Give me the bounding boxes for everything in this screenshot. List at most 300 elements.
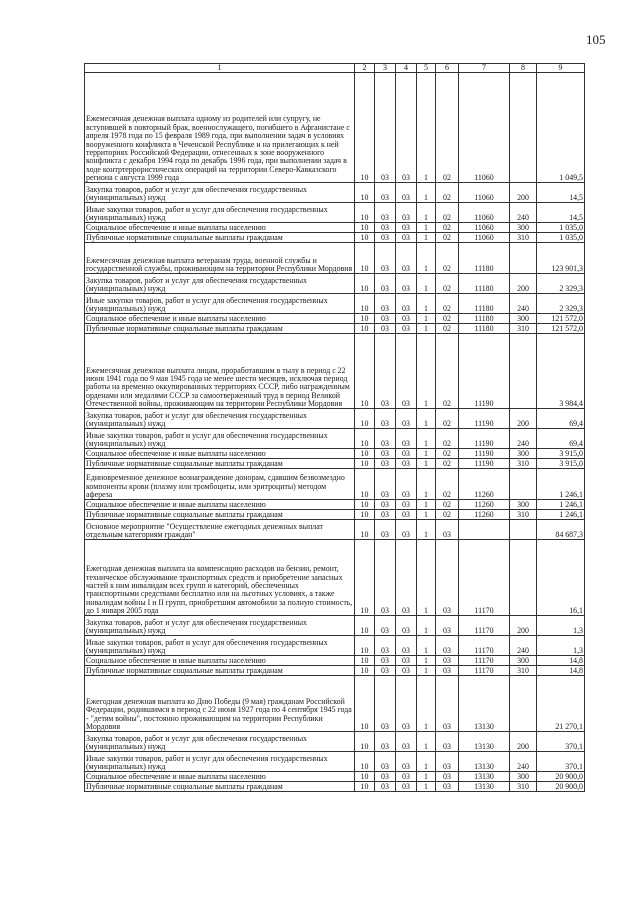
program-code-cell: 03 bbox=[396, 314, 417, 324]
program-code-cell: 03 bbox=[396, 782, 417, 792]
subprogram-code-cell: 1 bbox=[417, 459, 436, 469]
event-code-cell: 03 bbox=[436, 656, 459, 666]
expense-type-code-cell: 240 bbox=[510, 294, 537, 314]
row-description: Публичные нормативные социальные выплаты гражданам bbox=[85, 233, 355, 243]
subprogram-code-cell: 1 bbox=[417, 73, 436, 183]
table-row bbox=[85, 636, 585, 656]
program-code-cell: 03 bbox=[396, 429, 417, 449]
subsection-code-cell: 03 bbox=[375, 732, 396, 752]
row-description: Социальное обеспечение и иные выплаты населению bbox=[85, 500, 355, 510]
subsection-code-cell: 03 bbox=[375, 233, 396, 243]
target-item-code-cell bbox=[459, 520, 510, 540]
subprogram-code-cell: 1 bbox=[417, 616, 436, 636]
target-item-code-cell: 11180 bbox=[459, 243, 510, 274]
expense-type-code-cell: 310 bbox=[510, 666, 537, 676]
amount-cell: 16,1 bbox=[537, 540, 585, 616]
program-code-cell: 03 bbox=[396, 540, 417, 616]
expense-type-code-cell: 310 bbox=[510, 782, 537, 792]
section-code-cell: 10 bbox=[355, 429, 375, 449]
program-code-cell: 03 bbox=[396, 616, 417, 636]
table-row bbox=[85, 469, 585, 500]
event-code-cell: 03 bbox=[436, 520, 459, 540]
column-header: 8 bbox=[510, 64, 537, 73]
subsection-code-cell: 03 bbox=[375, 183, 396, 203]
event-code-cell: 03 bbox=[436, 772, 459, 782]
row-description: Закупка товаров, работ и услуг для обеспечения государственных (муниципальных) нужд bbox=[85, 409, 355, 429]
row-description: Ежемесячная денежная выплата одному из родителей или супругу, не вступившей в повторный брак, военнослужащего, погибшего в Афганистане с апреля 1978 года по 15 февраля 1989 года, при выполнении задач в условиях вооруженного конфликта в Чеченской Республике и на прилегающих к ней территориях Российской Федерации, отнесенных к зоне вооруженного конфликта с декабря 1994 года по декабрь 1996 года, при выполнении задач в ходе контртеррористических операций на территории Северо-Кавказского региона с августа 1999 года bbox=[85, 73, 355, 183]
program-code-cell: 03 bbox=[396, 520, 417, 540]
amount-cell: 2 329,3 bbox=[537, 274, 585, 294]
event-code-cell: 03 bbox=[436, 732, 459, 752]
subprogram-code-cell: 1 bbox=[417, 314, 436, 324]
event-code-cell: 02 bbox=[436, 459, 459, 469]
program-code-cell: 03 bbox=[396, 274, 417, 294]
subprogram-code-cell: 1 bbox=[417, 666, 436, 676]
table-row bbox=[85, 409, 585, 429]
event-code-cell: 03 bbox=[436, 666, 459, 676]
subsection-code-cell: 03 bbox=[375, 782, 396, 792]
event-code-cell: 02 bbox=[436, 73, 459, 183]
subprogram-code-cell: 1 bbox=[417, 732, 436, 752]
target-item-code-cell: 11170 bbox=[459, 656, 510, 666]
target-item-code-cell: 13130 bbox=[459, 676, 510, 732]
section-code-cell: 10 bbox=[355, 324, 375, 334]
table-row bbox=[85, 752, 585, 772]
program-code-cell: 03 bbox=[396, 772, 417, 782]
event-code-cell: 03 bbox=[436, 752, 459, 772]
subsection-code-cell: 03 bbox=[375, 274, 396, 294]
subsection-code-cell: 03 bbox=[375, 500, 396, 510]
program-code-cell: 03 bbox=[396, 203, 417, 223]
target-item-code-cell: 11190 bbox=[459, 449, 510, 459]
program-code-cell: 03 bbox=[396, 732, 417, 752]
expense-type-code-cell: 300 bbox=[510, 772, 537, 782]
row-description: Публичные нормативные социальные выплаты гражданам bbox=[85, 510, 355, 520]
amount-cell: 3 915,0 bbox=[537, 459, 585, 469]
table-row bbox=[85, 294, 585, 314]
section-code-cell: 10 bbox=[355, 772, 375, 782]
subprogram-code-cell: 1 bbox=[417, 656, 436, 666]
target-item-code-cell: 11190 bbox=[459, 429, 510, 449]
event-code-cell: 02 bbox=[436, 324, 459, 334]
subsection-code-cell: 03 bbox=[375, 656, 396, 666]
row-description: Ежемесячная денежная выплата ветеранам труда, военной службы и государственной службы, проживающим на территории Республики Мордовия bbox=[85, 243, 355, 274]
program-code-cell: 03 bbox=[396, 243, 417, 274]
event-code-cell: 02 bbox=[436, 409, 459, 429]
row-description: Закупка товаров, работ и услуг для обеспечения государственных (муниципальных) нужд bbox=[85, 183, 355, 203]
expense-type-code-cell: 300 bbox=[510, 223, 537, 233]
target-item-code-cell: 11060 bbox=[459, 203, 510, 223]
target-item-code-cell: 11170 bbox=[459, 666, 510, 676]
target-item-code-cell: 11060 bbox=[459, 73, 510, 183]
column-header: 3 bbox=[375, 64, 396, 73]
amount-cell: 1,3 bbox=[537, 616, 585, 636]
amount-cell: 3 984,4 bbox=[537, 334, 585, 409]
subprogram-code-cell: 1 bbox=[417, 243, 436, 274]
subprogram-code-cell: 1 bbox=[417, 636, 436, 656]
amount-cell: 1 035,0 bbox=[537, 223, 585, 233]
target-item-code-cell: 11170 bbox=[459, 616, 510, 636]
subsection-code-cell: 03 bbox=[375, 666, 396, 676]
expense-type-code-cell: 240 bbox=[510, 636, 537, 656]
row-description: Единовременное денежное вознаграждение донорам, сдавшим безвозмездно компоненты крови (плазму или тромбоциты, или эритроциты) методом афереза bbox=[85, 469, 355, 500]
target-item-code-cell: 11190 bbox=[459, 334, 510, 409]
row-description: Иные закупки товаров, работ и услуг для обеспечения государственных (муниципальных) нужд bbox=[85, 294, 355, 314]
section-code-cell: 10 bbox=[355, 500, 375, 510]
subprogram-code-cell: 1 bbox=[417, 469, 436, 500]
subprogram-code-cell: 1 bbox=[417, 183, 436, 203]
subprogram-code-cell: 1 bbox=[417, 274, 436, 294]
program-code-cell: 03 bbox=[396, 223, 417, 233]
section-code-cell: 10 bbox=[355, 510, 375, 520]
program-code-cell: 03 bbox=[396, 656, 417, 666]
program-code-cell: 03 bbox=[396, 459, 417, 469]
expense-type-code-cell: 200 bbox=[510, 274, 537, 294]
row-description: Основное мероприятие "Осуществление ежегодных денежных выплат отдельным категориям граждан" bbox=[85, 520, 355, 540]
row-description: Иные закупки товаров, работ и услуг для обеспечения государственных (муниципальных) нужд bbox=[85, 429, 355, 449]
amount-cell: 121 572,0 bbox=[537, 314, 585, 324]
section-code-cell: 10 bbox=[355, 520, 375, 540]
column-header: 7 bbox=[459, 64, 510, 73]
subsection-code-cell: 03 bbox=[375, 203, 396, 223]
target-item-code-cell: 11180 bbox=[459, 274, 510, 294]
amount-cell: 14,5 bbox=[537, 203, 585, 223]
target-item-code-cell: 11260 bbox=[459, 510, 510, 520]
section-code-cell: 10 bbox=[355, 732, 375, 752]
amount-cell: 14,8 bbox=[537, 666, 585, 676]
subsection-code-cell: 03 bbox=[375, 540, 396, 616]
event-code-cell: 02 bbox=[436, 223, 459, 233]
expense-type-code-cell bbox=[510, 334, 537, 409]
subprogram-code-cell: 1 bbox=[417, 203, 436, 223]
expense-type-code-cell: 310 bbox=[510, 510, 537, 520]
subsection-code-cell: 03 bbox=[375, 334, 396, 409]
section-code-cell: 10 bbox=[355, 233, 375, 243]
subsection-code-cell: 03 bbox=[375, 459, 396, 469]
row-description: Ежемесячная денежная выплата лицам, проработавшим в тылу в период с 22 июня 1941 года по 9 мая 1945 года не менее шести месяцев, исключая период работы на временно оккупированных территориях СССР, либо награжденным орденами или медалями СССР за самоотверженный труд в период Великой Отечественной войны, проживающим на территории Республики Мордовия bbox=[85, 334, 355, 409]
event-code-cell: 03 bbox=[436, 540, 459, 616]
event-code-cell: 03 bbox=[436, 636, 459, 656]
program-code-cell: 03 bbox=[396, 409, 417, 429]
amount-cell: 84 687,3 bbox=[537, 520, 585, 540]
section-code-cell: 10 bbox=[355, 334, 375, 409]
subsection-code-cell: 03 bbox=[375, 636, 396, 656]
expense-type-code-cell: 300 bbox=[510, 656, 537, 666]
subprogram-code-cell: 1 bbox=[417, 782, 436, 792]
row-description: Публичные нормативные социальные выплаты гражданам bbox=[85, 782, 355, 792]
event-code-cell: 02 bbox=[436, 429, 459, 449]
subprogram-code-cell: 1 bbox=[417, 294, 436, 314]
table-row bbox=[85, 782, 585, 792]
amount-cell: 3 915,0 bbox=[537, 449, 585, 459]
section-code-cell: 10 bbox=[355, 449, 375, 459]
subprogram-code-cell: 1 bbox=[417, 540, 436, 616]
target-item-code-cell: 11190 bbox=[459, 409, 510, 429]
subsection-code-cell: 03 bbox=[375, 510, 396, 520]
row-description: Закупка товаров, работ и услуг для обеспечения государственных (муниципальных) нужд bbox=[85, 274, 355, 294]
target-item-code-cell: 13130 bbox=[459, 782, 510, 792]
amount-cell: 14,5 bbox=[537, 183, 585, 203]
table-row bbox=[85, 324, 585, 334]
header-row bbox=[85, 64, 585, 73]
program-code-cell: 03 bbox=[396, 510, 417, 520]
amount-cell: 121 572,0 bbox=[537, 324, 585, 334]
table-row bbox=[85, 223, 585, 233]
subsection-code-cell: 03 bbox=[375, 223, 396, 233]
target-item-code-cell: 11060 bbox=[459, 223, 510, 233]
section-code-cell: 10 bbox=[355, 666, 375, 676]
target-item-code-cell: 11260 bbox=[459, 500, 510, 510]
section-code-cell: 10 bbox=[355, 656, 375, 666]
table-row bbox=[85, 314, 585, 324]
expense-type-code-cell: 310 bbox=[510, 324, 537, 334]
subsection-code-cell: 03 bbox=[375, 429, 396, 449]
event-code-cell: 02 bbox=[436, 469, 459, 500]
program-code-cell: 03 bbox=[396, 334, 417, 409]
subsection-code-cell: 03 bbox=[375, 449, 396, 459]
amount-cell: 20 900,0 bbox=[537, 782, 585, 792]
section-code-cell: 10 bbox=[355, 183, 375, 203]
event-code-cell: 02 bbox=[436, 294, 459, 314]
column-header: 2 bbox=[355, 64, 375, 73]
amount-cell: 123 901,3 bbox=[537, 243, 585, 274]
subsection-code-cell: 03 bbox=[375, 243, 396, 274]
expense-type-code-cell: 240 bbox=[510, 203, 537, 223]
event-code-cell: 02 bbox=[436, 314, 459, 324]
target-item-code-cell: 11190 bbox=[459, 459, 510, 469]
table-row bbox=[85, 616, 585, 636]
subprogram-code-cell: 1 bbox=[417, 676, 436, 732]
table-row bbox=[85, 449, 585, 459]
subsection-code-cell: 03 bbox=[375, 676, 396, 732]
table-row bbox=[85, 772, 585, 782]
event-code-cell: 02 bbox=[436, 449, 459, 459]
table-row bbox=[85, 243, 585, 274]
target-item-code-cell: 11170 bbox=[459, 636, 510, 656]
expense-type-code-cell: 310 bbox=[510, 459, 537, 469]
row-description: Ежегодная денежная выплата ко Дню Победы (9 мая) гражданам Российской Федерации, родившимся в период с 22 июня 1927 года по 4 сентября 1945 года - "детям войны", постоянно проживающим на территории Республики Мордовия bbox=[85, 676, 355, 732]
event-code-cell: 02 bbox=[436, 510, 459, 520]
section-code-cell: 10 bbox=[355, 469, 375, 500]
expense-type-code-cell: 200 bbox=[510, 183, 537, 203]
table-row bbox=[85, 520, 585, 540]
expense-type-code-cell: 240 bbox=[510, 429, 537, 449]
program-code-cell: 03 bbox=[396, 449, 417, 459]
amount-cell: 1 246,1 bbox=[537, 510, 585, 520]
table-row bbox=[85, 334, 585, 409]
expense-type-code-cell: 240 bbox=[510, 752, 537, 772]
subsection-code-cell: 03 bbox=[375, 73, 396, 183]
amount-cell: 69,4 bbox=[537, 409, 585, 429]
expense-type-code-cell: 200 bbox=[510, 616, 537, 636]
event-code-cell: 03 bbox=[436, 782, 459, 792]
column-header: 5 bbox=[417, 64, 436, 73]
subsection-code-cell: 03 bbox=[375, 294, 396, 314]
subsection-code-cell: 03 bbox=[375, 324, 396, 334]
target-item-code-cell: 13130 bbox=[459, 752, 510, 772]
row-description: Социальное обеспечение и иные выплаты населению bbox=[85, 656, 355, 666]
column-header: 9 bbox=[537, 64, 585, 73]
row-description: Публичные нормативные социальные выплаты гражданам bbox=[85, 666, 355, 676]
program-code-cell: 03 bbox=[396, 666, 417, 676]
event-code-cell: 02 bbox=[436, 203, 459, 223]
table-row bbox=[85, 274, 585, 294]
subsection-code-cell: 03 bbox=[375, 772, 396, 782]
column-header: 4 bbox=[396, 64, 417, 73]
table-row bbox=[85, 656, 585, 666]
column-header: 6 bbox=[436, 64, 459, 73]
section-code-cell: 10 bbox=[355, 203, 375, 223]
event-code-cell: 02 bbox=[436, 243, 459, 274]
section-code-cell: 10 bbox=[355, 223, 375, 233]
expense-type-code-cell: 200 bbox=[510, 409, 537, 429]
subprogram-code-cell: 1 bbox=[417, 233, 436, 243]
subprogram-code-cell: 1 bbox=[417, 772, 436, 782]
section-code-cell: 10 bbox=[355, 636, 375, 656]
subprogram-code-cell: 1 bbox=[417, 429, 436, 449]
subprogram-code-cell: 1 bbox=[417, 409, 436, 429]
expense-type-code-cell bbox=[510, 520, 537, 540]
program-code-cell: 03 bbox=[396, 636, 417, 656]
expense-type-code-cell bbox=[510, 243, 537, 274]
subprogram-code-cell: 1 bbox=[417, 223, 436, 233]
event-code-cell: 02 bbox=[436, 183, 459, 203]
program-code-cell: 03 bbox=[396, 294, 417, 314]
program-code-cell: 03 bbox=[396, 676, 417, 732]
page-number: 105 bbox=[586, 32, 606, 47]
section-code-cell: 10 bbox=[355, 409, 375, 429]
table-row bbox=[85, 732, 585, 752]
event-code-cell: 03 bbox=[436, 616, 459, 636]
amount-cell: 370,1 bbox=[537, 752, 585, 772]
expense-type-code-cell: 300 bbox=[510, 314, 537, 324]
event-code-cell: 02 bbox=[436, 500, 459, 510]
subprogram-code-cell: 1 bbox=[417, 449, 436, 459]
expense-type-code-cell: 200 bbox=[510, 732, 537, 752]
program-code-cell: 03 bbox=[396, 183, 417, 203]
subprogram-code-cell: 1 bbox=[417, 324, 436, 334]
event-code-cell: 02 bbox=[436, 274, 459, 294]
row-description: Социальное обеспечение и иные выплаты населению bbox=[85, 772, 355, 782]
row-description: Закупка товаров, работ и услуг для обеспечения государственных (муниципальных) нужд bbox=[85, 616, 355, 636]
section-code-cell: 10 bbox=[355, 782, 375, 792]
target-item-code-cell: 13130 bbox=[459, 732, 510, 752]
table-row bbox=[85, 510, 585, 520]
target-item-code-cell: 11170 bbox=[459, 540, 510, 616]
column-header: 1 bbox=[85, 64, 355, 73]
event-code-cell: 02 bbox=[436, 334, 459, 409]
expense-type-code-cell bbox=[510, 676, 537, 732]
program-code-cell: 03 bbox=[396, 469, 417, 500]
subprogram-code-cell: 1 bbox=[417, 520, 436, 540]
amount-cell: 1 246,1 bbox=[537, 500, 585, 510]
amount-cell: 1 049,5 bbox=[537, 73, 585, 183]
program-code-cell: 03 bbox=[396, 73, 417, 183]
expense-type-code-cell bbox=[510, 73, 537, 183]
table-row bbox=[85, 183, 585, 203]
subprogram-code-cell: 1 bbox=[417, 510, 436, 520]
subsection-code-cell: 03 bbox=[375, 469, 396, 500]
section-code-cell: 10 bbox=[355, 73, 375, 183]
expense-type-code-cell: 310 bbox=[510, 233, 537, 243]
expense-type-code-cell bbox=[510, 540, 537, 616]
section-code-cell: 10 bbox=[355, 274, 375, 294]
table-row bbox=[85, 500, 585, 510]
row-description: Иные закупки товаров, работ и услуг для обеспечения государственных (муниципальных) нужд bbox=[85, 203, 355, 223]
program-code-cell: 03 bbox=[396, 324, 417, 334]
row-description: Иные закупки товаров, работ и услуг для обеспечения государственных (муниципальных) нужд bbox=[85, 752, 355, 772]
expense-type-code-cell: 300 bbox=[510, 449, 537, 459]
subsection-code-cell: 03 bbox=[375, 520, 396, 540]
row-description: Публичные нормативные социальные выплаты гражданам bbox=[85, 459, 355, 469]
table-row bbox=[85, 540, 585, 616]
subprogram-code-cell: 1 bbox=[417, 752, 436, 772]
amount-cell: 1 035,0 bbox=[537, 233, 585, 243]
program-code-cell: 03 bbox=[396, 233, 417, 243]
subsection-code-cell: 03 bbox=[375, 314, 396, 324]
section-code-cell: 10 bbox=[355, 459, 375, 469]
table-row bbox=[85, 459, 585, 469]
amount-cell: 1,3 bbox=[537, 636, 585, 656]
table-row bbox=[85, 203, 585, 223]
target-item-code-cell: 11180 bbox=[459, 294, 510, 314]
section-code-cell: 10 bbox=[355, 540, 375, 616]
amount-cell: 21 270,1 bbox=[537, 676, 585, 732]
row-description: Социальное обеспечение и иные выплаты населению bbox=[85, 223, 355, 233]
section-code-cell: 10 bbox=[355, 616, 375, 636]
row-description: Публичные нормативные социальные выплаты гражданам bbox=[85, 324, 355, 334]
program-code-cell: 03 bbox=[396, 500, 417, 510]
amount-cell: 14,8 bbox=[537, 656, 585, 666]
target-item-code-cell: 11180 bbox=[459, 314, 510, 324]
section-code-cell: 10 bbox=[355, 676, 375, 732]
amount-cell: 69,4 bbox=[537, 429, 585, 449]
subprogram-code-cell: 1 bbox=[417, 334, 436, 409]
table-row bbox=[85, 233, 585, 243]
target-item-code-cell: 11060 bbox=[459, 183, 510, 203]
table-row bbox=[85, 666, 585, 676]
section-code-cell: 10 bbox=[355, 314, 375, 324]
amount-cell: 20 900,0 bbox=[537, 772, 585, 782]
table-row bbox=[85, 429, 585, 449]
program-code-cell: 03 bbox=[396, 752, 417, 772]
target-item-code-cell: 11060 bbox=[459, 233, 510, 243]
row-description: Ежегодная денежная выплата на компенсацию расходов на бензин, ремонт, техническое обслуживание транспортных средств и приобретение запасных частей к ним инвалидам всех групп и категорий, обеспеченных транспортными средствами бесплатно или на льготных условиях, а также инвалидам войны I и II групп, приобретшим автомобили за полную стоимость, до 1 января 2005 года bbox=[85, 540, 355, 616]
section-code-cell: 10 bbox=[355, 243, 375, 274]
event-code-cell: 02 bbox=[436, 233, 459, 243]
subsection-code-cell: 03 bbox=[375, 752, 396, 772]
amount-cell: 2 329,3 bbox=[537, 294, 585, 314]
row-description: Закупка товаров, работ и услуг для обеспечения государственных (муниципальных) нужд bbox=[85, 732, 355, 752]
expense-type-code-cell: 300 bbox=[510, 500, 537, 510]
table-row bbox=[85, 676, 585, 732]
expense-type-code-cell bbox=[510, 469, 537, 500]
row-description: Социальное обеспечение и иные выплаты населению bbox=[85, 449, 355, 459]
target-item-code-cell: 13130 bbox=[459, 772, 510, 782]
target-item-code-cell: 11180 bbox=[459, 324, 510, 334]
subsection-code-cell: 03 bbox=[375, 616, 396, 636]
target-item-code-cell: 11260 bbox=[459, 469, 510, 500]
budget-table bbox=[84, 63, 585, 792]
amount-cell: 1 246,1 bbox=[537, 469, 585, 500]
subprogram-code-cell: 1 bbox=[417, 500, 436, 510]
table-row bbox=[85, 73, 585, 183]
row-description: Иные закупки товаров, работ и услуг для обеспечения государственных (муниципальных) нужд bbox=[85, 636, 355, 656]
section-code-cell: 10 bbox=[355, 752, 375, 772]
event-code-cell: 03 bbox=[436, 676, 459, 732]
row-description: Социальное обеспечение и иные выплаты населению bbox=[85, 314, 355, 324]
amount-cell: 370,1 bbox=[537, 732, 585, 752]
